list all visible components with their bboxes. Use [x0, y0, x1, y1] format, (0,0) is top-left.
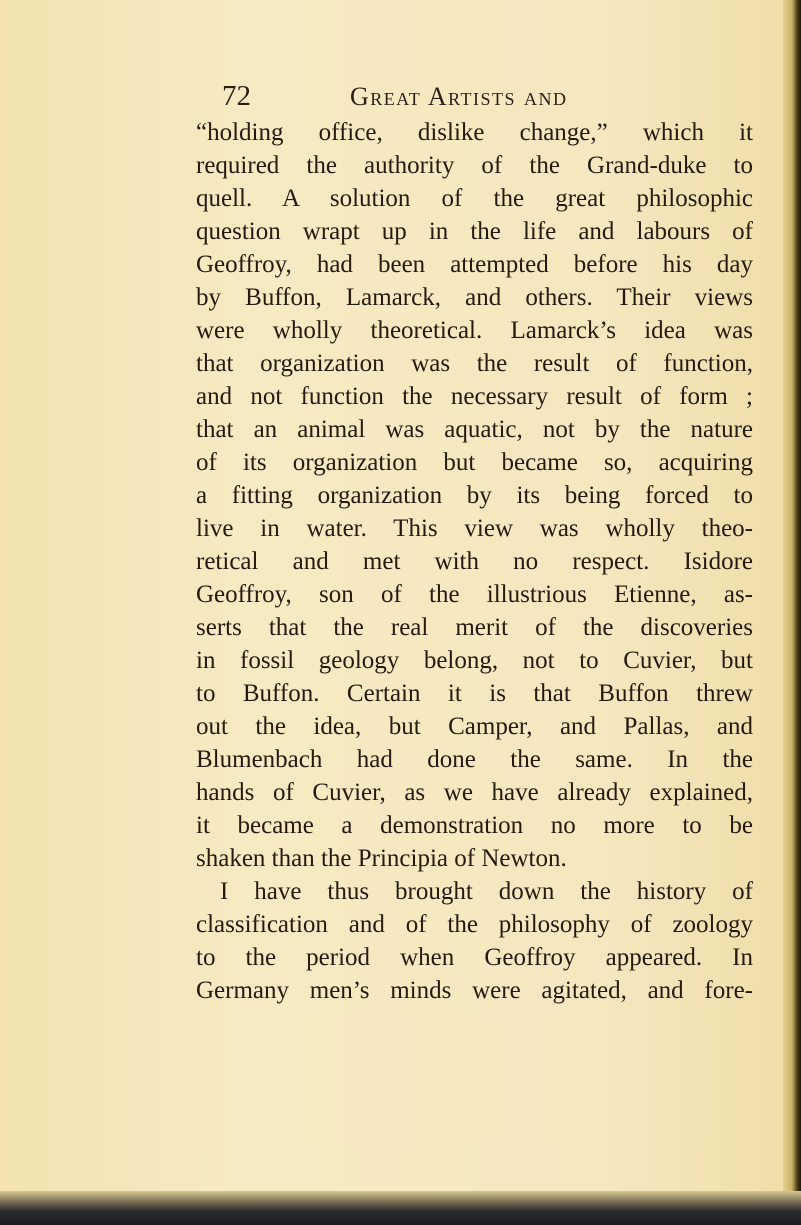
text-line: Blumenbach had done the same. In the: [196, 746, 753, 773]
text-line: serts that the real merit of the discoveries: [196, 614, 753, 641]
running-title: Great Artists and: [350, 82, 568, 111]
text-line: Germany men’s minds were agitated, and fore-: [196, 977, 753, 1004]
text-line: quell. A solution of the great philosophic: [196, 185, 753, 212]
text-line: hands of Cuvier, as we have already explained,: [196, 779, 753, 806]
text-line: live in water. This view was wholly theo-: [196, 515, 753, 542]
text-line: to the period when Geoffroy appeared. In: [196, 944, 753, 971]
text-line: out the idea, but Camper, and Pallas, and: [196, 713, 753, 740]
text-line: it became a demonstration no more to be: [196, 812, 753, 839]
text-line: Geoffroy, son of the illustrious Etienne, as-: [196, 581, 753, 608]
text-line: I have thus brought down the history of: [220, 878, 753, 905]
text-line: retical and met with no respect. Isidore: [196, 548, 753, 575]
text-line: a fitting organization by its being forced to: [196, 482, 753, 509]
text-line: that an animal was aquatic, not by the nature: [196, 416, 753, 443]
text-line: were wholly theoretical. Lamarck’s idea was: [196, 317, 753, 344]
page-number: 72: [222, 80, 251, 112]
page-edge-right: [783, 0, 801, 1225]
page-edge-bottom: [0, 1191, 801, 1225]
text-line: shaken than the Principia of Newton.: [196, 845, 567, 872]
text-line: question wrapt up in the life and labours of: [196, 218, 753, 245]
text-line: of its organization but became so, acquiring: [196, 449, 753, 476]
text-line: and not function the necessary result of form ;: [196, 383, 753, 410]
text-line: Geoffroy, had been attempted before his day: [196, 251, 753, 278]
page-header: [222, 80, 642, 112]
text-line: to Buffon. Certain it is that Buffon threw: [196, 680, 753, 707]
text-line: that organization was the result of function,: [196, 350, 753, 377]
text-line: by Buffon, Lamarck, and others. Their views: [196, 284, 753, 311]
text-line: classification and of the philosophy of zoology: [196, 911, 753, 938]
text-line: required the authority of the Grand-duke to: [196, 152, 753, 179]
text-line: “holding office, dislike change,” which it: [196, 119, 753, 146]
text-line: in fossil geology belong, not to Cuvier, but: [196, 647, 753, 674]
